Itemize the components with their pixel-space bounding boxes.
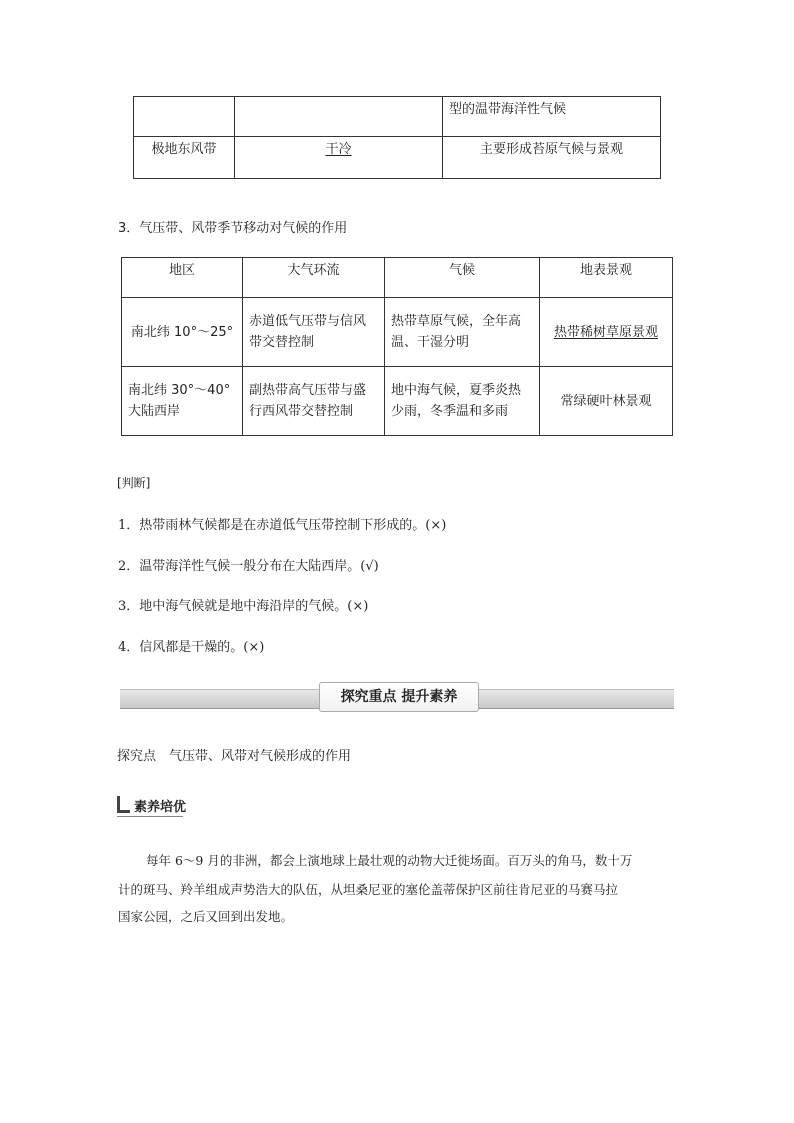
seasonal-shift-table [121,257,673,436]
row1-region: 南北纬 10°～25° [122,298,243,367]
header-circulation: 大气环流 [243,258,385,298]
paragraph-line-1: 每年 6～9 月的非洲，都会上演地球上最壮观的动物大迁徙场面。百万头的角马，数十万 [146,853,633,868]
judge-title: [判断] [117,476,151,490]
t1-r1-c3-text: 型的温带海洋性气候 [449,102,567,117]
t1-r1-c1 [134,97,235,137]
tundra-cell: 主要形成苔原气候与景观 [443,137,661,179]
polar-easterlies-cell: 极地东风带 [134,137,235,179]
section-banner [120,680,674,716]
bookmark-icon [117,796,130,813]
row2-circ-line2: 行西风带交替控制 [249,404,354,419]
row2-region [122,367,243,436]
row1-landscape-text: 热带稀树草原景观 [553,324,658,340]
explore-title: 探究点 气压带、风带对气候形成的作用 [117,749,352,764]
t1-r1-c2 [235,97,443,137]
section-3-heading: 3．气压带、风带季节移动对气候的作用 [118,221,348,236]
judge-item-2: 2．温带海洋性气候一般分布在大陆西岸。(√) [118,559,379,574]
suyang-underline [117,816,183,817]
suyang-heading [117,796,186,815]
row2-landscape: 常绿硬叶林景观 [540,367,673,436]
row1-landscape [540,298,673,367]
banner-label: 探究重点 提升素养 [319,682,479,712]
row2-clim-line2: 少雨，冬季温和多雨 [391,404,509,419]
row2-region-line2: 大陆西岸 [128,404,181,419]
cold-dry-cell [235,137,443,179]
cold-dry-text: 干冷 [325,142,352,157]
row1-circulation [243,298,385,367]
row2-climate [385,367,540,436]
row2-circ-line1: 副热带高气压带与盛 [249,383,367,398]
judge-item-3: 3．地中海气候就是地中海沿岸的气候。(×) [118,599,369,614]
row1-circ-line1: 赤道低气压带与信风 [249,314,367,329]
judge-item-1: 1．热带雨林气候都是在赤道低气压带控制下形成的。(×) [118,518,447,533]
paragraph-line-2: 计的斑马、羚羊组成声势浩大的队伍，从坦桑尼亚的塞伦盖蒂保护区前往肯尼亚的马赛马拉 [118,882,619,897]
header-landscape: 地表景观 [540,258,673,298]
header-region: 地区 [122,258,243,298]
row1-climate [385,298,540,367]
header-climate: 气候 [385,258,540,298]
row2-circulation [243,367,385,436]
row1-clim-line2: 温、干湿分明 [391,335,470,350]
judge-item-4: 4．信风都是干燥的。(×) [118,640,265,655]
row1-circ-line2: 带交替控制 [249,335,315,350]
t1-r1-c3 [443,97,661,137]
suyang-label: 素养培优 [134,800,187,815]
climate-table-continued [133,96,661,179]
row2-region-line1: 南北纬 30°～40° [128,383,231,398]
paragraph-line-3: 国家公园，之后又回到出发地。 [118,909,294,924]
row1-clim-line1: 热带草原气候，全年高 [391,314,522,329]
row2-clim-line1: 地中海气候，夏季炎热 [391,383,522,398]
